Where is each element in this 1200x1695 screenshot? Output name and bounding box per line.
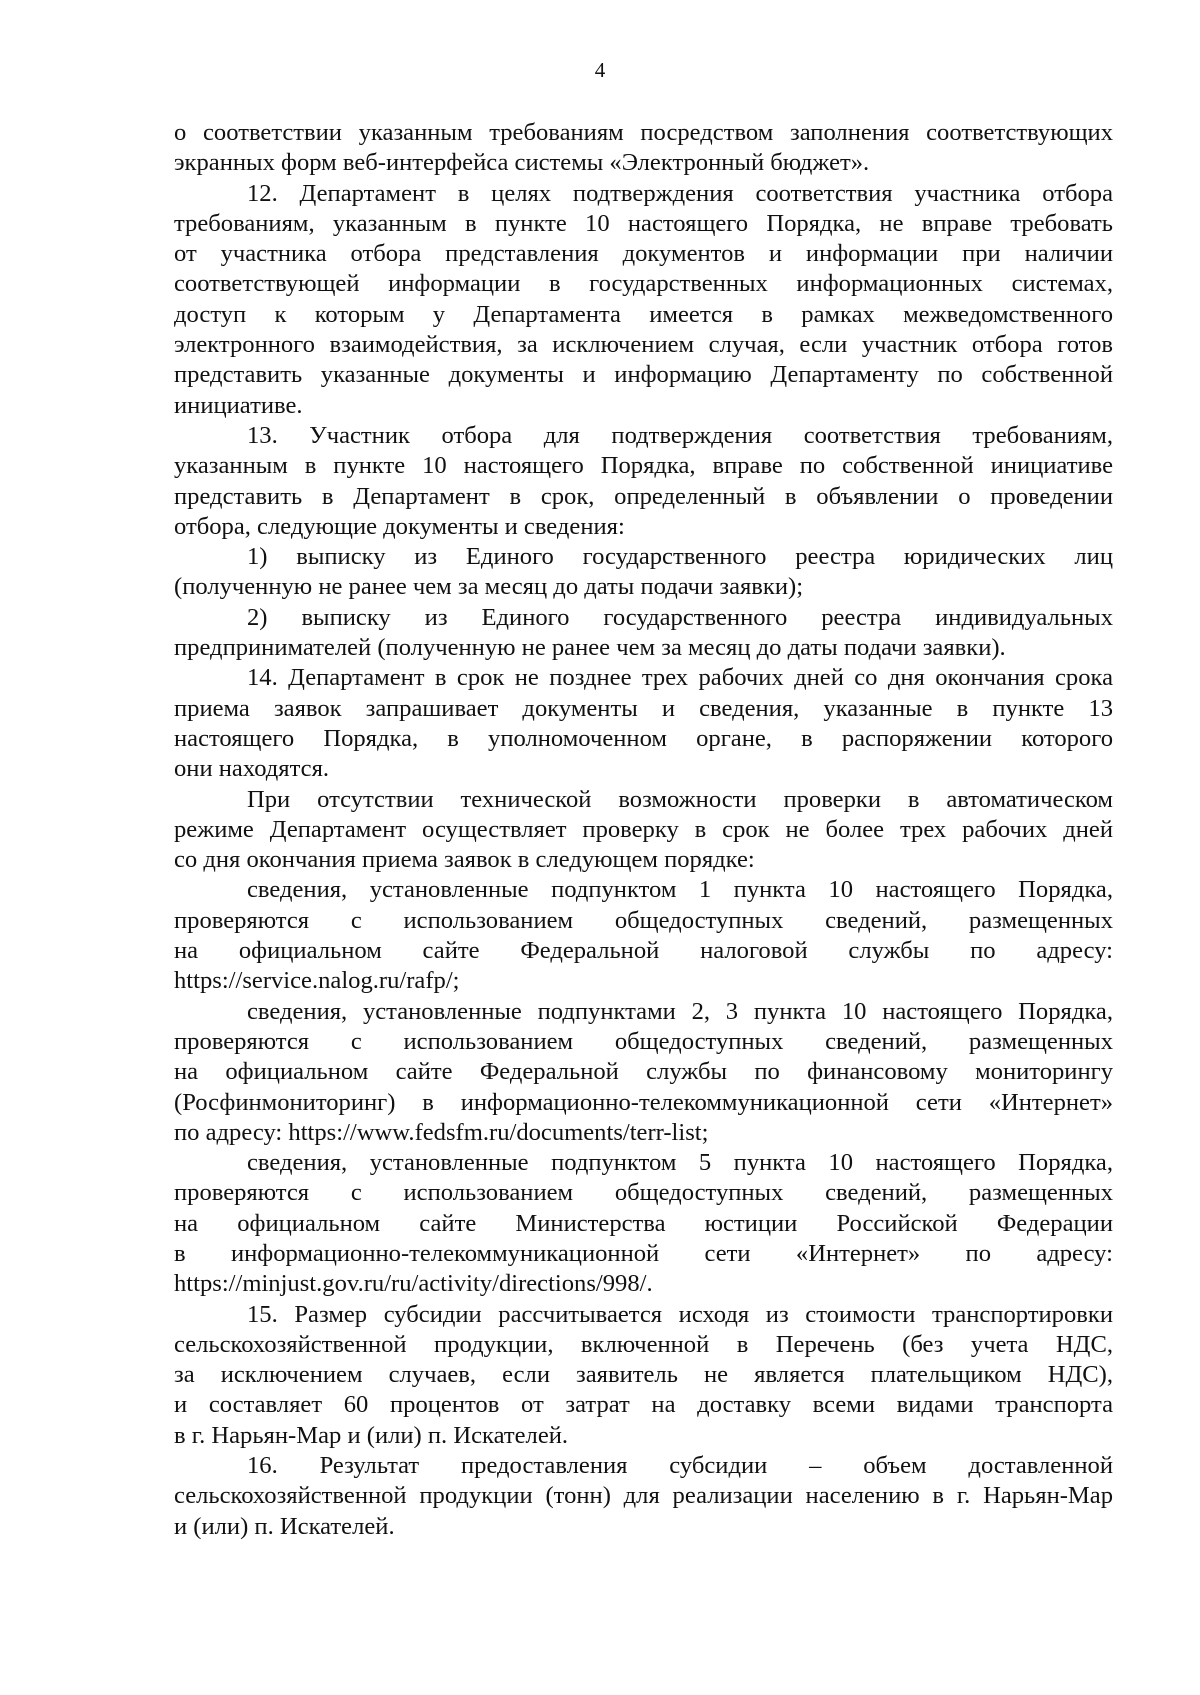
text-line: на официальном сайте Министерства юстиции Российской Федерации — [174, 1209, 1113, 1237]
text-line: инициативе. — [174, 391, 303, 419]
text-line: 12. Департамент в целях подтверждения соответствия участника отбора — [247, 179, 1113, 207]
page-number: 4 — [594, 58, 606, 82]
text-line: сведения, установленные подпунктами 2, 3 пункта 10 настоящего Порядка, — [247, 997, 1113, 1025]
text-line: 13. Участник отбора для подтверждения соответствия требованиям, — [247, 421, 1113, 449]
text-line: https://minjust.gov.ru/ru/activity/directions/998/. — [174, 1270, 653, 1298]
text-line: представить в Департамент в срок, определенный в объявлении о проведении — [174, 482, 1113, 510]
text-line: отбора, следующие документы и сведения: — [174, 512, 625, 540]
text-line: 16. Результат предоставления субсидии – объем доставленной — [247, 1452, 1113, 1480]
text-line: сведения, установленные подпунктом 1 пункта 10 настоящего Порядка, — [247, 876, 1113, 904]
text-line: сведения, установленные подпунктом 5 пункта 10 настоящего Порядка, — [247, 1149, 1113, 1177]
text-line: сельскохозяйственной продукции (тонн) для реализации населению в г. Нарьян-Мар — [174, 1482, 1113, 1510]
text-line: за исключением случаев, если заявитель не является плательщиком НДС), — [174, 1361, 1113, 1389]
text-line: о соответствии указанным требованиям посредством заполнения соответствующих — [174, 119, 1113, 146]
text-line: проверяются с использованием общедоступных сведений, размещенных — [174, 1027, 1113, 1055]
text-line: проверяются с использованием общедоступных сведений, размещенных — [174, 906, 1113, 934]
text-line: предпринимателей (полученную не ранее чем за месяц до даты подачи заявки). — [174, 634, 1006, 662]
document-body — [174, 118, 1113, 1542]
text-line: и составляет 60 процентов от затрат на доставку всеми видами транспорта — [174, 1391, 1113, 1419]
text-line: приема заявок запрашивает документы и сведения, указанные в пункте 13 — [174, 694, 1113, 722]
text-line: 15. Размер субсидии рассчитывается исходя из стоимости транспортировки — [247, 1300, 1113, 1328]
text-line: При отсутствии технической возможности проверки в автоматическом — [247, 785, 1113, 813]
text-line: режиме Департамент осуществляет проверку в срок не более трех рабочих дней — [174, 815, 1113, 843]
text-line: указанным в пункте 10 настоящего Порядка, вправе по собственной инициативе — [174, 452, 1113, 480]
text-line: https://service.nalog.ru/rafp/; — [174, 967, 460, 995]
text-line: со дня окончания приема заявок в следующем порядке: — [174, 846, 755, 874]
text-line: настоящего Порядка, в уполномоченном органе, в распоряжении которого — [174, 724, 1113, 752]
text-line: (Росфинмониторинг) в информационно-телекоммуникационной сети «Интернет» — [174, 1088, 1113, 1116]
text-line: доступ к которым у Департамента имеется в рамках межведомственного — [174, 300, 1113, 328]
text-line: 14. Департамент в срок не позднее трех рабочих дней со дня окончания срока — [247, 664, 1113, 692]
text-line: требованиям, указанным в пункте 10 настоящего Порядка, не вправе требовать — [174, 209, 1113, 237]
text-line: в информационно-телекоммуникационной сети «Интернет» по адресу: — [174, 1239, 1113, 1267]
text-line: электронного взаимодействия, за исключением случая, если участник отбора готов — [174, 331, 1113, 359]
text-line: на официальном сайте Федеральной налоговой службы по адресу: — [174, 937, 1113, 965]
text-line: (полученную не ранее чем за месяц до даты подачи заявки); — [174, 573, 804, 601]
text-line: по адресу: https://www.fedsfm.ru/documents/terr-list; — [174, 1118, 709, 1146]
text-line: экранных форм веб-интерфейса системы «Электронный бюджет». — [174, 149, 870, 177]
text-line: они находятся. — [174, 755, 330, 783]
text-line: в г. Нарьян-Мар и (или) п. Искателей. — [174, 1421, 569, 1449]
text-line: сельскохозяйственной продукции, включенной в Перечень (без учета НДС, — [174, 1330, 1113, 1358]
text-line: от участника отбора представления документов и информации при наличии — [174, 240, 1113, 268]
text-line: на официальном сайте Федеральной службы по финансовому мониторингу — [174, 1058, 1113, 1086]
text-line: представить указанные документы и информацию Департаменту по собственной — [174, 361, 1113, 389]
text-line: соответствующей информации в государственных информационных системах, — [174, 270, 1113, 298]
text-line: и (или) п. Искателей. — [174, 1512, 395, 1540]
text-line: 2) выписку из Единого государственного реестра индивидуальных — [247, 603, 1113, 631]
text-line: 1) выписку из Единого государственного реестра юридических лиц — [247, 543, 1113, 571]
text-line: проверяются с использованием общедоступных сведений, размещенных — [174, 1179, 1113, 1207]
